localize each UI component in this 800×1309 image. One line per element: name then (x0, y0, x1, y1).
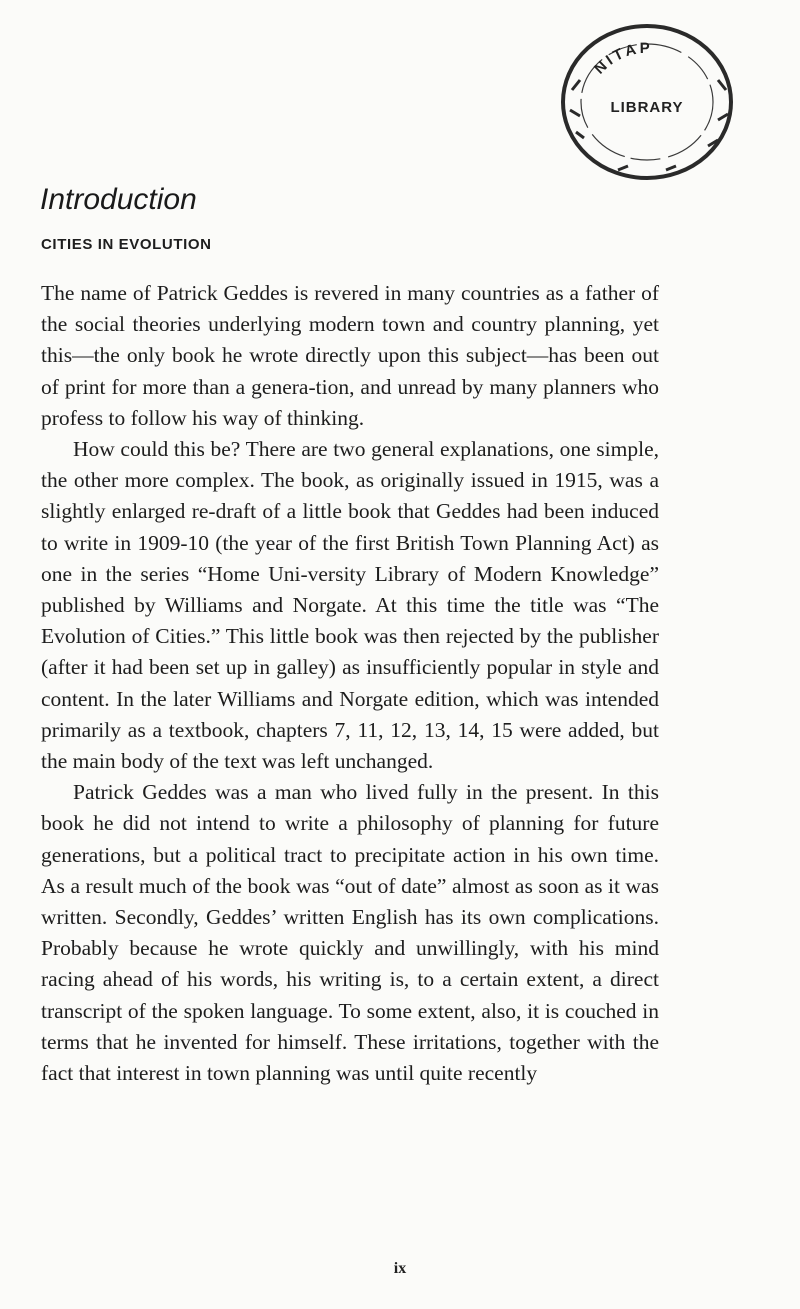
paragraph-2: How could this be? There are two general explanations, one simple, the other more complex. The book, as originally issued in 1915, was a slightly enlarged re-draft of a little book that Geddes had been induced to write in 1909-10 (the year of the first British Town Planning Act) as one in the series “Home Uni-versity Library of Modern Knowledge” published by Williams and Norgate. At this time the title was “The Evolution of Cities.” This little book was then rejected by the publisher (after it had been set up in galley) as insufficiently popular in style and content. In the later Williams and Norgate edition, which was intended primarily as a textbook, chapters 7, 11, 12, 13, 14, 15 were added, but the main body of the text was left unchanged. (41, 437, 659, 774)
section-subtitle: CITIES IN EVOLUTION (41, 236, 212, 253)
page-title: Introduction (40, 183, 197, 216)
paragraph-1: The name of Patrick Geddes is revered in many countries as a father of the social theories underlying modern town and country planning, yet this—the only book he wrote directly upon this subject—has been out of print for more than a genera-tion, and unread by many planners who profess to follow his way of thinking. (41, 281, 659, 430)
svg-text:NITAP (591, 40, 653, 78)
page-number: ix (393, 1260, 407, 1277)
body-text (41, 278, 659, 1089)
stamp-center-text: LIBRARY (610, 99, 684, 116)
library-stamp (558, 20, 736, 184)
paragraph-3: Patrick Geddes was a man who lived fully in the present. In this book he did not intend to write a philosophy of planning for future generations, but a political tract to precipitate action in his own time. As a result much of the book was “out of date” almost as soon as it was written. Secondly, Geddes’ written English has its own complications. Probably because he wrote quickly and unwillingly, with his mind racing ahead of his words, his writing is, to a certain extent, a direct transcript of the spoken language. To some extent, also, it is couched in terms that he invented for himself. These irritations, together with the fact that interest in town planning was until quite recently (41, 780, 659, 1086)
stamp-arc-text: NITAP (591, 39, 653, 78)
